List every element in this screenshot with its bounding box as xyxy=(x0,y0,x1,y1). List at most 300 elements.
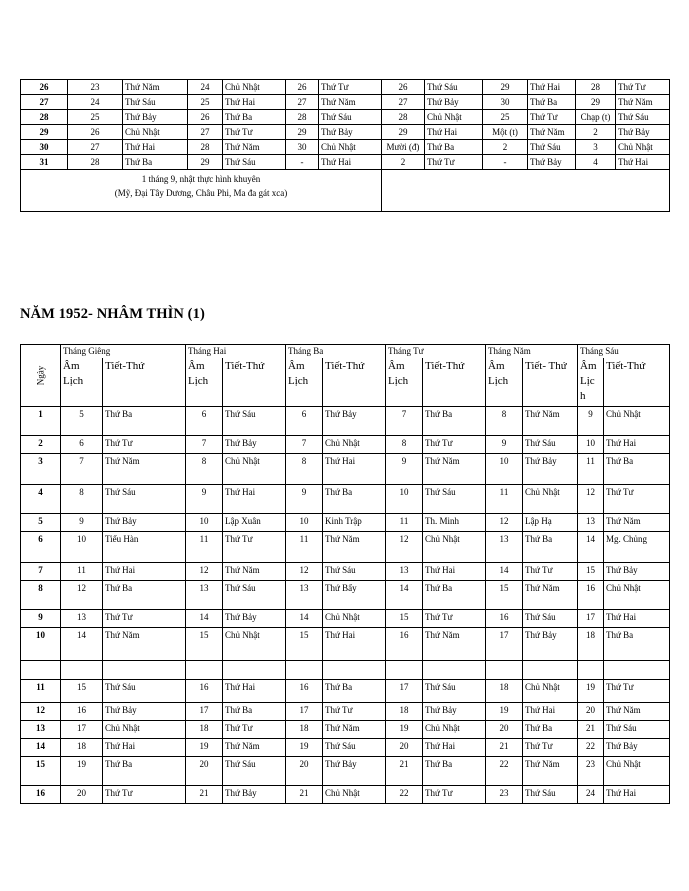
lunar-date-cell: 11 xyxy=(486,485,523,514)
weekday-cell: Thứ Bảy xyxy=(604,563,670,581)
table-row xyxy=(21,95,670,110)
weekday-cell: Thứ Ba xyxy=(223,110,286,125)
lunar-date-cell: 24 xyxy=(68,95,123,110)
ngay-label: Ngày xyxy=(35,365,45,386)
weekday-cell: Thứ Hai xyxy=(223,485,286,514)
day-cell: 9 xyxy=(21,610,61,628)
lunar-date-cell: 2 xyxy=(382,155,425,170)
empty-cell xyxy=(61,661,103,680)
lunar-date-cell: 6 xyxy=(286,407,323,436)
lunar-column-header: Âm Lịch xyxy=(186,358,223,407)
empty-cell xyxy=(486,661,523,680)
lunar-date-cell: 17 xyxy=(286,703,323,721)
lunar-date-cell: 9 xyxy=(186,485,223,514)
lunar-date-cell: 21 xyxy=(386,757,423,786)
weekday-cell: Thứ Bảy xyxy=(323,407,386,436)
lunar-date-cell: 10 xyxy=(61,532,103,563)
lunar-date-cell: 19 xyxy=(61,757,103,786)
lunar-date-cell: 20 xyxy=(386,739,423,757)
lunar-date-cell: 9 xyxy=(386,454,423,485)
day-cell: 13 xyxy=(21,721,61,739)
table-row xyxy=(21,485,670,514)
day-cell: 10 xyxy=(21,628,61,661)
lunar-date-cell: 25 xyxy=(483,110,528,125)
lunar-date-cell: 12 xyxy=(61,581,103,610)
table-row xyxy=(21,563,670,581)
lunar-date-cell: 18 xyxy=(386,703,423,721)
table-row xyxy=(21,80,670,95)
weekday-cell: Thứ Ba xyxy=(423,757,486,786)
weekday-cell: Thứ Tư xyxy=(223,721,286,739)
weekday-cell: Thứ Bảy xyxy=(123,110,188,125)
lunar-date-cell: 6 xyxy=(61,436,103,454)
lunar-date-cell: 25 xyxy=(68,110,123,125)
lunar-date-cell: 11 xyxy=(386,514,423,532)
weekday-cell: Thứ Tư xyxy=(425,155,483,170)
lunar-date-cell: 13 xyxy=(286,581,323,610)
weekday-cell: Thứ Sáu xyxy=(223,155,286,170)
weekday-cell: Thứ Bảy xyxy=(423,703,486,721)
weekday-cell: Thứ Sáu xyxy=(103,680,186,703)
table-row xyxy=(21,703,670,721)
empty-cell xyxy=(578,661,604,680)
weekday-cell: Thứ Sáu xyxy=(616,110,670,125)
lunar-date-cell: 12 xyxy=(286,563,323,581)
day-cell: 27 xyxy=(21,95,68,110)
table-row xyxy=(21,140,670,155)
day-cell: 30 xyxy=(21,140,68,155)
weekday-cell: Thứ Tư xyxy=(604,485,670,514)
table-row xyxy=(21,680,670,703)
weekday-cell: Thứ Tư xyxy=(103,436,186,454)
lunar-date-cell: 11 xyxy=(61,563,103,581)
lunar-date-cell: 30 xyxy=(286,140,319,155)
lunar-date-cell: 26 xyxy=(68,125,123,140)
weekday-cell: Thứ Năm xyxy=(604,514,670,532)
weekday-cell: Thứ Năm xyxy=(323,532,386,563)
weekday-cell: Chủ Nhật xyxy=(423,721,486,739)
lunar-date-cell: 24 xyxy=(188,80,223,95)
weekday-cell: Thứ Ba xyxy=(103,757,186,786)
lunar-date-cell: 9 xyxy=(286,485,323,514)
weekday-cell: Thứ Sáu xyxy=(425,80,483,95)
year-1952-calendar-table xyxy=(20,344,670,804)
weekday-cell: Thứ Sáu xyxy=(523,610,578,628)
term-weekday-column-header: Tiết-Thứ xyxy=(223,358,286,407)
lunar-date-cell: 7 xyxy=(286,436,323,454)
lunar-column-header: Âm Lịc h xyxy=(578,358,604,407)
weekday-cell: Thứ Tư xyxy=(423,436,486,454)
weekday-cell: Thứ Hai xyxy=(123,140,188,155)
lunar-date-cell: 18 xyxy=(578,628,604,661)
weekday-cell: Lập Xuân xyxy=(223,514,286,532)
weekday-cell: Thứ Bẩy xyxy=(323,581,386,610)
lunar-date-cell: Chạp (t) xyxy=(576,110,616,125)
lunar-date-cell: 12 xyxy=(578,485,604,514)
weekday-cell: Thứ Tư xyxy=(423,610,486,628)
lunar-date-cell: 16 xyxy=(186,680,223,703)
lunar-date-cell: 29 xyxy=(483,80,528,95)
weekday-cell: Thứ Hai xyxy=(319,155,382,170)
empty-cell xyxy=(523,661,578,680)
eclipse-note xyxy=(21,170,382,212)
lunar-date-cell: 30 xyxy=(483,95,528,110)
weekday-cell: Thứ Bảy xyxy=(323,757,386,786)
term-weekday-column-header: Tiết-Thứ xyxy=(323,358,386,407)
weekday-cell: Thứ Bảy xyxy=(604,739,670,757)
lunar-date-cell: 21 xyxy=(186,786,223,804)
lunar-date-cell: 10 xyxy=(578,436,604,454)
lunar-date-cell: 9 xyxy=(61,514,103,532)
month-header: Tháng Năm xyxy=(486,345,578,359)
eclipse-note-row xyxy=(21,170,670,212)
weekday-cell: Kinh Trập xyxy=(323,514,386,532)
lunar-date-cell: 20 xyxy=(186,757,223,786)
lunar-date-cell: 15 xyxy=(386,610,423,628)
lunar-date-cell: 10 xyxy=(486,454,523,485)
lunar-date-cell: 16 xyxy=(386,628,423,661)
weekday-cell: Chủ Nhật xyxy=(223,628,286,661)
lunar-date-cell: 26 xyxy=(382,80,425,95)
weekday-cell: Thứ Tư xyxy=(103,786,186,804)
weekday-cell: Thứ Bảy xyxy=(425,95,483,110)
weekday-cell: Thứ Hai xyxy=(425,125,483,140)
weekday-cell: Thứ Sáu xyxy=(323,563,386,581)
weekday-cell: Chủ Nhật xyxy=(323,786,386,804)
lunar-date-cell: 2 xyxy=(576,125,616,140)
lunar-date-cell: 19 xyxy=(286,739,323,757)
lunar-date-cell: 27 xyxy=(382,95,425,110)
lunar-date-cell: 28 xyxy=(188,140,223,155)
lunar-date-cell: 9 xyxy=(578,407,604,436)
weekday-cell: Thứ Hai xyxy=(223,95,286,110)
lunar-date-cell: 10 xyxy=(186,514,223,532)
empty-cell xyxy=(186,661,223,680)
lunar-column-header: Âm Lịch xyxy=(386,358,423,407)
lunar-date-cell: 24 xyxy=(578,786,604,804)
lunar-date-cell: 25 xyxy=(188,95,223,110)
lunar-date-cell: 29 xyxy=(286,125,319,140)
lunar-date-cell: 7 xyxy=(386,407,423,436)
weekday-cell: Thứ Tư xyxy=(319,80,382,95)
lunar-date-cell: 28 xyxy=(68,155,123,170)
weekday-cell: Chủ Nhật xyxy=(423,532,486,563)
weekday-cell: Thứ Tư xyxy=(423,786,486,804)
lunar-date-cell: 4 xyxy=(576,155,616,170)
lunar-date-cell: 22 xyxy=(386,786,423,804)
weekday-cell: Thứ Năm xyxy=(523,581,578,610)
weekday-cell: Chủ Nhật xyxy=(323,436,386,454)
lunar-date-cell: 8 xyxy=(186,454,223,485)
lunar-date-cell: 15 xyxy=(578,563,604,581)
lunar-date-cell: 27 xyxy=(286,95,319,110)
spacer-row xyxy=(21,661,670,680)
weekday-cell: Chủ Nhật xyxy=(223,454,286,485)
lunar-date-cell: 15 xyxy=(61,680,103,703)
table-row xyxy=(21,757,670,786)
weekday-cell: Thứ Năm xyxy=(223,140,286,155)
weekday-cell: Thứ Sáu xyxy=(423,485,486,514)
table-row xyxy=(21,581,670,610)
table-row xyxy=(21,610,670,628)
day-cell: 7 xyxy=(21,563,61,581)
lunar-column-header: Âm Lịch xyxy=(286,358,323,407)
lunar-date-cell: 19 xyxy=(386,721,423,739)
weekday-cell: Thứ Năm xyxy=(123,80,188,95)
lunar-date-cell: 17 xyxy=(61,721,103,739)
weekday-cell: Thứ Ba xyxy=(425,140,483,155)
weekday-cell: Thứ Ba xyxy=(323,680,386,703)
weekday-cell: Thứ Năm xyxy=(103,628,186,661)
weekday-cell: Thứ Sáu xyxy=(523,436,578,454)
weekday-cell: Chủ Nhật xyxy=(323,610,386,628)
lunar-date-cell: 23 xyxy=(68,80,123,95)
lunar-date-cell: 13 xyxy=(578,514,604,532)
weekday-cell: Thứ Bảy xyxy=(223,436,286,454)
weekday-cell: Thứ Hai xyxy=(604,786,670,804)
weekday-cell: Thứ Năm xyxy=(523,407,578,436)
weekday-cell: Mg. Chủng xyxy=(604,532,670,563)
lunar-date-cell: 14 xyxy=(386,581,423,610)
weekday-cell: Thứ Sáu xyxy=(604,721,670,739)
lunar-date-cell: 18 xyxy=(186,721,223,739)
empty-cell xyxy=(386,661,423,680)
month-header: Tháng Hai xyxy=(186,345,286,359)
weekday-cell: Chủ Nhật xyxy=(223,80,286,95)
weekday-cell: Thứ Sáu xyxy=(223,407,286,436)
day-cell: 2 xyxy=(21,436,61,454)
lunar-date-cell: - xyxy=(483,155,528,170)
month-header: Tháng Tư xyxy=(386,345,486,359)
lunar-column-header: Âm Lịch xyxy=(486,358,523,407)
weekday-cell: Thứ Tư xyxy=(523,563,578,581)
month-header: Tháng Ba xyxy=(286,345,386,359)
weekday-cell: Thứ Sáu xyxy=(323,739,386,757)
weekday-cell: Thứ Tư xyxy=(103,610,186,628)
weekday-cell: Thứ Năm xyxy=(103,454,186,485)
lunar-date-cell: 14 xyxy=(286,610,323,628)
weekday-cell: Thứ Sáu xyxy=(223,757,286,786)
lunar-date-cell: 14 xyxy=(61,628,103,661)
weekday-cell: Chủ Nhật xyxy=(604,757,670,786)
weekday-cell: Thứ Hai xyxy=(103,739,186,757)
section-title: NĂM 1952- NHÂM THÌN (1) xyxy=(20,306,205,322)
weekday-cell: Thứ Ba xyxy=(423,581,486,610)
lunar-date-cell: 26 xyxy=(188,110,223,125)
table-row xyxy=(21,739,670,757)
lunar-date-cell: 13 xyxy=(186,581,223,610)
lunar-date-cell: Mười (đ) xyxy=(382,140,425,155)
weekday-cell: Thứ Sáu xyxy=(223,581,286,610)
lunar-date-cell: 26 xyxy=(286,80,319,95)
weekday-cell: Thứ Ba xyxy=(103,407,186,436)
weekday-cell: Chủ Nhật xyxy=(523,485,578,514)
weekday-cell: Thứ Hai xyxy=(223,680,286,703)
month-header: Tháng Giêng xyxy=(61,345,186,359)
weekday-cell: Thứ Hai xyxy=(616,155,670,170)
eclipse-note-line1: 1 tháng 9, nhật thực hình khuyên xyxy=(141,174,261,184)
weekday-cell: Thứ Ba xyxy=(123,155,188,170)
weekday-cell: Thứ Tư xyxy=(604,680,670,703)
lunar-date-cell: 17 xyxy=(386,680,423,703)
weekday-cell: Thứ Bảy xyxy=(319,125,382,140)
weekday-cell: Chủ Nhật xyxy=(523,680,578,703)
lunar-date-cell: 29 xyxy=(382,125,425,140)
lunar-date-cell: 12 xyxy=(386,532,423,563)
weekday-cell: Thứ Tư xyxy=(323,703,386,721)
weekday-cell: Chủ Nhật xyxy=(103,721,186,739)
table-row xyxy=(21,110,670,125)
lunar-date-cell: 16 xyxy=(61,703,103,721)
lunar-date-cell: 11 xyxy=(578,454,604,485)
weekday-cell: Thứ Ba xyxy=(423,407,486,436)
table-row xyxy=(21,532,670,563)
weekday-cell: Tiểu Hàn xyxy=(103,532,186,563)
weekday-cell: Thứ Hai xyxy=(604,610,670,628)
lunar-date-cell: 13 xyxy=(486,532,523,563)
day-cell: 15 xyxy=(21,757,61,786)
weekday-cell: Chủ Nhật xyxy=(604,581,670,610)
weekday-cell: Lập Hạ xyxy=(523,514,578,532)
lunar-date-cell: 9 xyxy=(486,436,523,454)
day-cell: 26 xyxy=(21,80,68,95)
day-cell: 6 xyxy=(21,532,61,563)
term-weekday-column-header: Tiết-Thứ xyxy=(103,358,186,407)
weekday-cell: Thứ Ba xyxy=(323,485,386,514)
weekday-cell: Thứ Ba xyxy=(523,721,578,739)
lunar-date-cell: 10 xyxy=(286,514,323,532)
weekday-cell: Thứ Bảy xyxy=(616,125,670,140)
lunar-date-cell: Một (t) xyxy=(483,125,528,140)
month-header: Tháng Sáu xyxy=(578,345,670,359)
weekday-cell: Thứ Tư xyxy=(523,739,578,757)
weekday-cell: Thứ Hai xyxy=(323,628,386,661)
weekday-cell: Thứ Bảy xyxy=(223,610,286,628)
lunar-date-cell: 7 xyxy=(186,436,223,454)
lunar-date-cell: 16 xyxy=(286,680,323,703)
lunar-date-cell: 10 xyxy=(386,485,423,514)
weekday-cell: Thứ Ba xyxy=(223,703,286,721)
weekday-cell: Thứ Hai xyxy=(103,563,186,581)
table-row xyxy=(21,514,670,532)
weekday-cell: Thứ Tư xyxy=(223,532,286,563)
weekday-cell: Thứ Ba xyxy=(604,628,670,661)
lunar-date-cell: 27 xyxy=(68,140,123,155)
weekday-cell: Thứ Tư xyxy=(223,125,286,140)
lunar-date-cell: 2 xyxy=(483,140,528,155)
day-cell: 16 xyxy=(21,786,61,804)
day-cell: 8 xyxy=(21,581,61,610)
lunar-date-cell: 27 xyxy=(188,125,223,140)
top-calendar-table xyxy=(20,79,670,212)
weekday-cell: Chủ Nhật xyxy=(604,407,670,436)
weekday-cell: Thứ Năm xyxy=(423,628,486,661)
lunar-date-cell: 20 xyxy=(61,786,103,804)
lunar-date-cell: 13 xyxy=(386,563,423,581)
weekday-cell: Thứ Ba xyxy=(523,532,578,563)
weekday-cell: Thứ Sáu xyxy=(423,680,486,703)
day-cell: 4 xyxy=(21,485,61,514)
weekday-cell: Thứ Ba xyxy=(103,581,186,610)
day-cell: 11 xyxy=(21,680,61,703)
table-row xyxy=(21,454,670,485)
ngay-header xyxy=(21,345,61,407)
weekday-cell: Thứ Năm xyxy=(423,454,486,485)
lunar-date-cell: 7 xyxy=(61,454,103,485)
weekday-cell: Thứ Năm xyxy=(616,95,670,110)
lunar-date-cell: 12 xyxy=(186,563,223,581)
lunar-date-cell: 16 xyxy=(486,610,523,628)
weekday-cell: Chủ Nhật xyxy=(123,125,188,140)
table-row xyxy=(21,721,670,739)
lunar-date-cell: 15 xyxy=(286,628,323,661)
lunar-date-cell: 29 xyxy=(188,155,223,170)
lunar-date-cell: 21 xyxy=(578,721,604,739)
lunar-date-cell: 28 xyxy=(286,110,319,125)
table-row xyxy=(21,436,670,454)
lunar-date-cell: 19 xyxy=(186,739,223,757)
empty-cell xyxy=(423,661,486,680)
day-cell: 14 xyxy=(21,739,61,757)
weekday-cell: Thứ Năm xyxy=(223,739,286,757)
day-cell: 5 xyxy=(21,514,61,532)
lunar-date-cell: 3 xyxy=(576,140,616,155)
lunar-date-cell: 28 xyxy=(382,110,425,125)
day-cell: 29 xyxy=(21,125,68,140)
lunar-date-cell: 22 xyxy=(578,739,604,757)
empty-cell xyxy=(103,661,186,680)
lunar-date-cell: 28 xyxy=(576,80,616,95)
lunar-date-cell: 8 xyxy=(286,454,323,485)
term-weekday-column-header: Tiết- Thứ xyxy=(523,358,578,407)
lunar-date-cell: 22 xyxy=(486,757,523,786)
weekday-cell: Thứ Bảy xyxy=(103,703,186,721)
lunar-date-cell: 14 xyxy=(186,610,223,628)
empty-cell xyxy=(286,661,323,680)
lunar-date-cell: 19 xyxy=(578,680,604,703)
weekday-cell: Thứ Hai xyxy=(323,454,386,485)
lunar-date-cell: 23 xyxy=(486,786,523,804)
weekday-cell: Thứ Tư xyxy=(528,110,576,125)
weekday-cell: Thứ Bảy xyxy=(523,454,578,485)
lunar-date-cell: 5 xyxy=(61,407,103,436)
weekday-cell: Thứ Bảy xyxy=(103,514,186,532)
table-row xyxy=(21,407,670,436)
table-row xyxy=(21,155,670,170)
lunar-date-cell: 8 xyxy=(386,436,423,454)
weekday-cell: Thứ Năm xyxy=(604,703,670,721)
lunar-date-cell: 17 xyxy=(486,628,523,661)
lunar-date-cell: 18 xyxy=(486,680,523,703)
weekday-cell: Thứ Năm xyxy=(323,721,386,739)
empty-cell xyxy=(223,661,286,680)
lunar-date-cell: 11 xyxy=(186,532,223,563)
weekday-cell: Thứ Hai xyxy=(604,436,670,454)
day-cell: 28 xyxy=(21,110,68,125)
weekday-cell: Thứ Sáu xyxy=(123,95,188,110)
lunar-date-cell: 17 xyxy=(186,703,223,721)
eclipse-note-line2: (Mỹ, Đại Tây Dương, Châu Phi, Ma đa gát xca) xyxy=(114,188,288,198)
weekday-cell: Thứ Sáu xyxy=(523,786,578,804)
weekday-cell: Thứ Bảy xyxy=(223,786,286,804)
weekday-cell: Chủ Nhật xyxy=(425,110,483,125)
term-weekday-column-header: Tiết-Thứ xyxy=(423,358,486,407)
table-row xyxy=(21,786,670,804)
lunar-date-cell: 15 xyxy=(186,628,223,661)
weekday-cell: Thứ Sáu xyxy=(103,485,186,514)
weekday-cell: Thứ Hai xyxy=(523,703,578,721)
weekday-cell: Chủ Nhật xyxy=(616,140,670,155)
